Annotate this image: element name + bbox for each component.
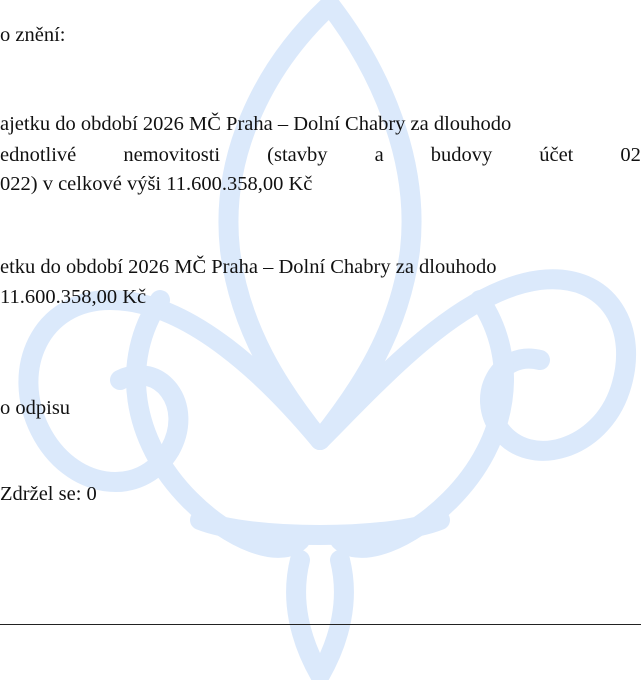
- para1-line1: ajetku do období 2026 MČ Praha – Dolní Chabry za dlouhodo: [0, 113, 512, 135]
- para1-line2: [0, 143, 641, 167]
- para2-line2: 11.600.358,00 Kč: [0, 286, 147, 308]
- para1-line3: 022) v celkové výši 11.600.358,00 Kč: [0, 173, 313, 195]
- text-line-zneni: o znění:: [0, 24, 66, 46]
- para1-word: 02: [620, 144, 641, 166]
- footer-rule: [0, 624, 641, 625]
- para1-word: účet: [539, 144, 574, 166]
- para1-word: budovy: [430, 144, 493, 166]
- para1-word: a: [374, 144, 384, 166]
- para1-word: (stavby: [267, 144, 328, 166]
- para1-word: ednotlivé: [0, 144, 77, 166]
- para1-word: nemovitosti: [123, 144, 221, 166]
- vote-abstained: Zdržel se: 0: [0, 483, 97, 505]
- text-line-odpisu: o odpisu: [0, 397, 71, 419]
- para2-line1: etku do období 2026 MČ Praha – Dolní Chabry za dlouhodo: [0, 256, 497, 278]
